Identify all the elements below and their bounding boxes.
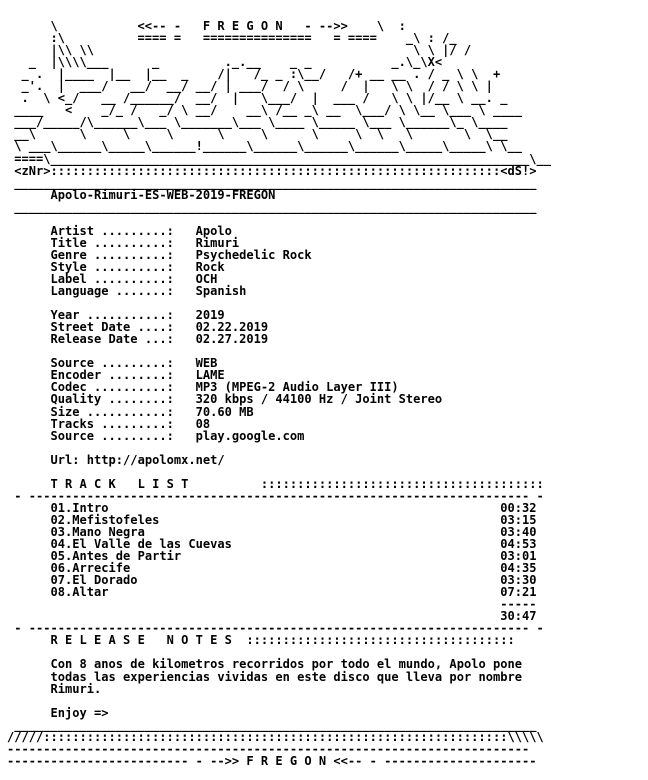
footer-row: [7, 755, 648, 767]
info-row: [7, 285, 648, 297]
footer-rule: ------------------------------------------------------------------------: [7, 741, 530, 756]
track-title: 01.Intro: [50, 500, 501, 515]
track-duration: 07:21: [500, 585, 537, 600]
notes-text: Con 8 anos de kilometros recorridos por todo el mundo, Apolo pone: [50, 657, 522, 672]
info-value: MP3 (MPEG-2 Audio Layer III): [195, 380, 399, 395]
info-value: 08: [195, 416, 211, 431]
info-value: 02.22.2019: [195, 320, 269, 335]
enjoy-text: Enjoy =>: [50, 705, 109, 720]
dots-rule: :::::::::::::::::::::::::::::::::::::::: [260, 476, 544, 491]
info-label: Street Date ....:: [50, 320, 196, 335]
info-label: Genre ..........:: [50, 247, 196, 262]
banner-line: _ . |____ |__ |__ _ /| /_ _ :\__/ /+ __ __ . / _ \ \ +: [7, 67, 501, 82]
info-label: Codec ..........:: [50, 380, 196, 395]
banner-line: ___/_____/\______\___ \_______\___ \____ \_____ \___ \______\_ \____: [7, 115, 508, 130]
banner-line: . \ <_/ __ /______/ __/ | \___/ | ___ / \ \ |/__ \ __. _: [7, 91, 508, 106]
banner-line: <zNr>::::::::::::::::::::::::::::::::::::::::::::::::::::::::::::::<dS!>: [7, 163, 537, 178]
track-duration: 03:01: [500, 549, 537, 564]
track-title: 03.Mano Negra: [50, 524, 501, 539]
track-duration: 03:30: [500, 573, 537, 588]
info-value: 02.27.2019: [195, 332, 269, 347]
banner-line: \ ___\______\_____\______!______\______\______\______\_____\_____\ \__: [7, 139, 522, 154]
url-line: Url: http://apolomx.net/: [50, 452, 225, 467]
banner-line: \ <<-- - F R E G O N - -->> \ :: [7, 19, 406, 33]
spacing: - --------------------------------------------------------------------- -: [7, 621, 544, 636]
notes-row: [7, 671, 648, 683]
info-label: Tracks .........:: [50, 416, 196, 431]
horizontal-rule: ________________________________________________________________________: [7, 717, 537, 732]
info-value: play.google.com: [195, 428, 305, 443]
info-value: 70.60 MB: [195, 404, 254, 419]
track-duration: 04:35: [500, 561, 537, 576]
track-duration: 03:40: [500, 524, 537, 539]
info-value: Rock: [195, 259, 225, 274]
banner-line: ====\__________________________________________________________________\__: [7, 151, 551, 166]
horizontal-rule: ________________________________________________________________________: [7, 175, 537, 190]
info-value: Psychedelic Rock: [195, 247, 312, 262]
info-row: [7, 333, 648, 345]
info-value: Rimuri: [195, 235, 240, 250]
info-label: Style ..........:: [50, 259, 196, 274]
info-label: Source .........:: [50, 428, 196, 443]
banner-line: _ |\\\\___ _ ._.__ _ _ _.\_\X<: [7, 55, 443, 70]
banner-line: ____ < _/_ / _/ \ __/ __\ /__ _\ __ \___/ \ \__ \___ \ ____: [7, 103, 522, 118]
tracklist-header: T R A C K L I S T: [50, 476, 189, 491]
dots-rule: :::::::::::::::::::::::::::::::::::::: [246, 633, 515, 648]
track-duration: 03:15: [500, 512, 537, 527]
horizontal-rule: ________________________________________________________________________: [7, 199, 537, 214]
notes-text: todas las experiencias vividas en este disco que lleva por nombre: [50, 669, 522, 684]
info-label: Title ..........:: [50, 235, 196, 250]
info-label: Year ...........:: [50, 308, 196, 323]
info-value: LAME: [195, 368, 225, 383]
total-separator: -----: [500, 597, 537, 612]
info-label: Encoder ........:: [50, 368, 196, 383]
track-duration: 04:53: [500, 537, 537, 552]
info-value: Apolo: [195, 223, 232, 238]
url-row: [7, 454, 648, 466]
info-value: 2019: [195, 308, 225, 323]
notes-row: [7, 683, 648, 695]
footer-signature: ------------------------- - -->> F R E G O N <<-- - ---------------------: [7, 753, 537, 768]
info-row: [7, 430, 648, 442]
release-name: Apolo-Rimuri-ES-WEB-2019-FREGON: [50, 187, 276, 202]
info-label: Release Date ...:: [50, 332, 196, 347]
spacing: [232, 633, 247, 647]
track-title: 02.Mefistofeles: [50, 512, 501, 527]
info-label: Language .......:: [50, 284, 196, 299]
track-duration: 00:32: [500, 500, 537, 515]
total-time: 30:47: [500, 609, 537, 624]
notes-header-row: [7, 634, 648, 646]
footer-border: /////::::::::::::::::::::::::::::::::::::::::::::::::::::::::::::::::\\\\\: [7, 729, 544, 744]
banner-line: |\\ \\ \ \ |/ /: [7, 43, 472, 58]
release-notes-header: R E L E A S E N O T E S: [50, 633, 232, 648]
info-value: 320 kbps / 44100 Hz / Joint Stereo: [195, 392, 443, 407]
info-label: Quality ........:: [50, 392, 196, 407]
info-value: WEB: [195, 356, 218, 371]
info-label: Label ..........:: [50, 271, 196, 286]
banner-line: __\ \ \ \ \ \ \ \ \ \ \ \__: [7, 127, 508, 142]
track-title: 07.El Dorado: [50, 573, 501, 588]
rule-row: [7, 201, 648, 213]
track-title: 04.El Valle de las Cuevas: [50, 537, 501, 552]
info-label: Size ...........:: [50, 404, 196, 419]
track-title: 05.Antes de Partir: [50, 549, 501, 564]
track-title: 08.Altar: [50, 585, 501, 600]
info-label: Artist .........:: [50, 223, 196, 238]
info-value: OCH: [195, 271, 218, 286]
notes-text: Rimuri.: [50, 681, 102, 696]
track-title: 06.Arrecife: [50, 561, 501, 576]
spacing: - --------------------------------------------------------------------- -: [7, 488, 544, 503]
banner-line: :\ ==== = =============== = ==== _\ : /_: [7, 31, 457, 46]
banner-line: _'. | ___/ __/ __/ __/ | ___/ / \ / | \ \ / / \ \ |: [7, 79, 508, 94]
info-value: Spanish: [195, 284, 247, 299]
info-label: Source .........:: [50, 356, 196, 371]
